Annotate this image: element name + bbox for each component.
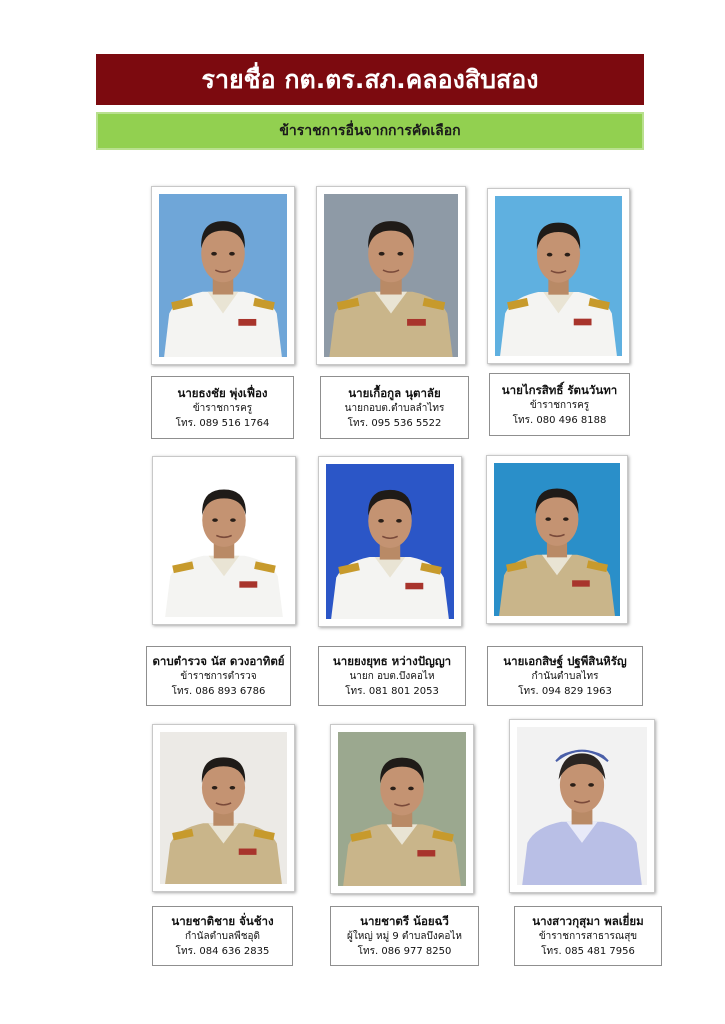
member-name: นายธงชัย พุ่งเฟื่อง bbox=[177, 385, 268, 400]
member-phone: โทร. 095 536 5522 bbox=[347, 417, 442, 429]
portrait-image bbox=[517, 727, 647, 885]
portrait-image bbox=[324, 194, 458, 357]
member-photo bbox=[316, 186, 466, 365]
portrait-image bbox=[159, 194, 287, 357]
member-photo bbox=[486, 455, 628, 624]
page-title: รายชื่อ กต.ตร.สภ.คลองสิบสอง bbox=[201, 64, 539, 94]
member-photo bbox=[330, 724, 474, 894]
portrait-image bbox=[338, 732, 466, 886]
member-role: นายกอบต.ตำบลลำไทร bbox=[344, 402, 445, 414]
member-card bbox=[318, 646, 466, 706]
member-role: กำนันตำบลไทร bbox=[531, 671, 599, 682]
member-phone: โทร. 081 801 2053 bbox=[345, 686, 439, 697]
member-phone: โทร. 084 636 2835 bbox=[175, 946, 270, 957]
member-role: ข้าราชการตำรวจ bbox=[180, 671, 257, 682]
member-role: กำนัลตำบลพืชอุดิ bbox=[184, 931, 261, 942]
member-name: นายเกื้อกูล นุตาลัย bbox=[348, 385, 441, 400]
member-photo bbox=[318, 456, 462, 627]
portrait-image bbox=[160, 464, 288, 617]
member-card bbox=[152, 906, 293, 966]
member-photo bbox=[152, 456, 296, 625]
member-card bbox=[487, 646, 643, 706]
member-phone: โทร. 086 893 6786 bbox=[171, 686, 266, 697]
subtitle-bar bbox=[96, 112, 644, 150]
member-role: ข้าราชการครู bbox=[192, 402, 253, 414]
member-photo bbox=[487, 188, 630, 364]
member-phone: โทร. 086 977 8250 bbox=[357, 946, 452, 957]
member-name: นายชาติชาย จั่นช้าง bbox=[171, 914, 274, 928]
portrait-image bbox=[495, 196, 622, 356]
member-name: นายชาตรี น้อยฉวี bbox=[360, 914, 449, 928]
portrait-image bbox=[160, 732, 287, 884]
member-phone: โทร. 094 829 1963 bbox=[518, 686, 612, 697]
portrait-image bbox=[326, 464, 454, 619]
member-role: นายก อบต.บึงคอไห bbox=[349, 671, 435, 682]
member-name: นางสาวกุสุมา พลเยี่ยม bbox=[532, 914, 644, 928]
member-photo bbox=[152, 724, 295, 892]
member-name: นายไกรสิทธิ์ รัตนวันทา bbox=[501, 382, 618, 397]
member-card bbox=[146, 646, 291, 706]
member-card bbox=[489, 373, 630, 436]
member-phone: โทร. 085 481 7956 bbox=[541, 946, 635, 957]
member-card bbox=[320, 376, 469, 439]
member-name: นายยงยุทธ หว่างปัญญา bbox=[332, 654, 452, 668]
page-title-bar bbox=[96, 54, 644, 105]
member-role: ข้าราชการสาธารณสุข bbox=[538, 931, 638, 942]
member-card bbox=[151, 376, 294, 439]
page-subtitle: ข้าราชการอื่นจากการคัดเลือก bbox=[279, 123, 461, 139]
member-card bbox=[330, 906, 479, 966]
member-photo bbox=[151, 186, 295, 365]
member-photo bbox=[509, 719, 655, 893]
member-name: นายเอกสิษฐ์ ปฐพีสินหิรัญ bbox=[503, 654, 627, 668]
member-phone: โทร. 089 516 1764 bbox=[175, 417, 270, 429]
member-card bbox=[514, 906, 662, 966]
member-role: ผู้ใหญ่ หมู่ 9 ตำบลบึงคอไห bbox=[346, 931, 463, 942]
member-role: ข้าราชการครู bbox=[529, 399, 590, 411]
portrait-image bbox=[494, 463, 620, 616]
member-phone: โทร. 080 496 8188 bbox=[512, 414, 607, 426]
member-name: ดาบตำรวจ นัส ดวงอาทิตย์ bbox=[152, 654, 285, 668]
